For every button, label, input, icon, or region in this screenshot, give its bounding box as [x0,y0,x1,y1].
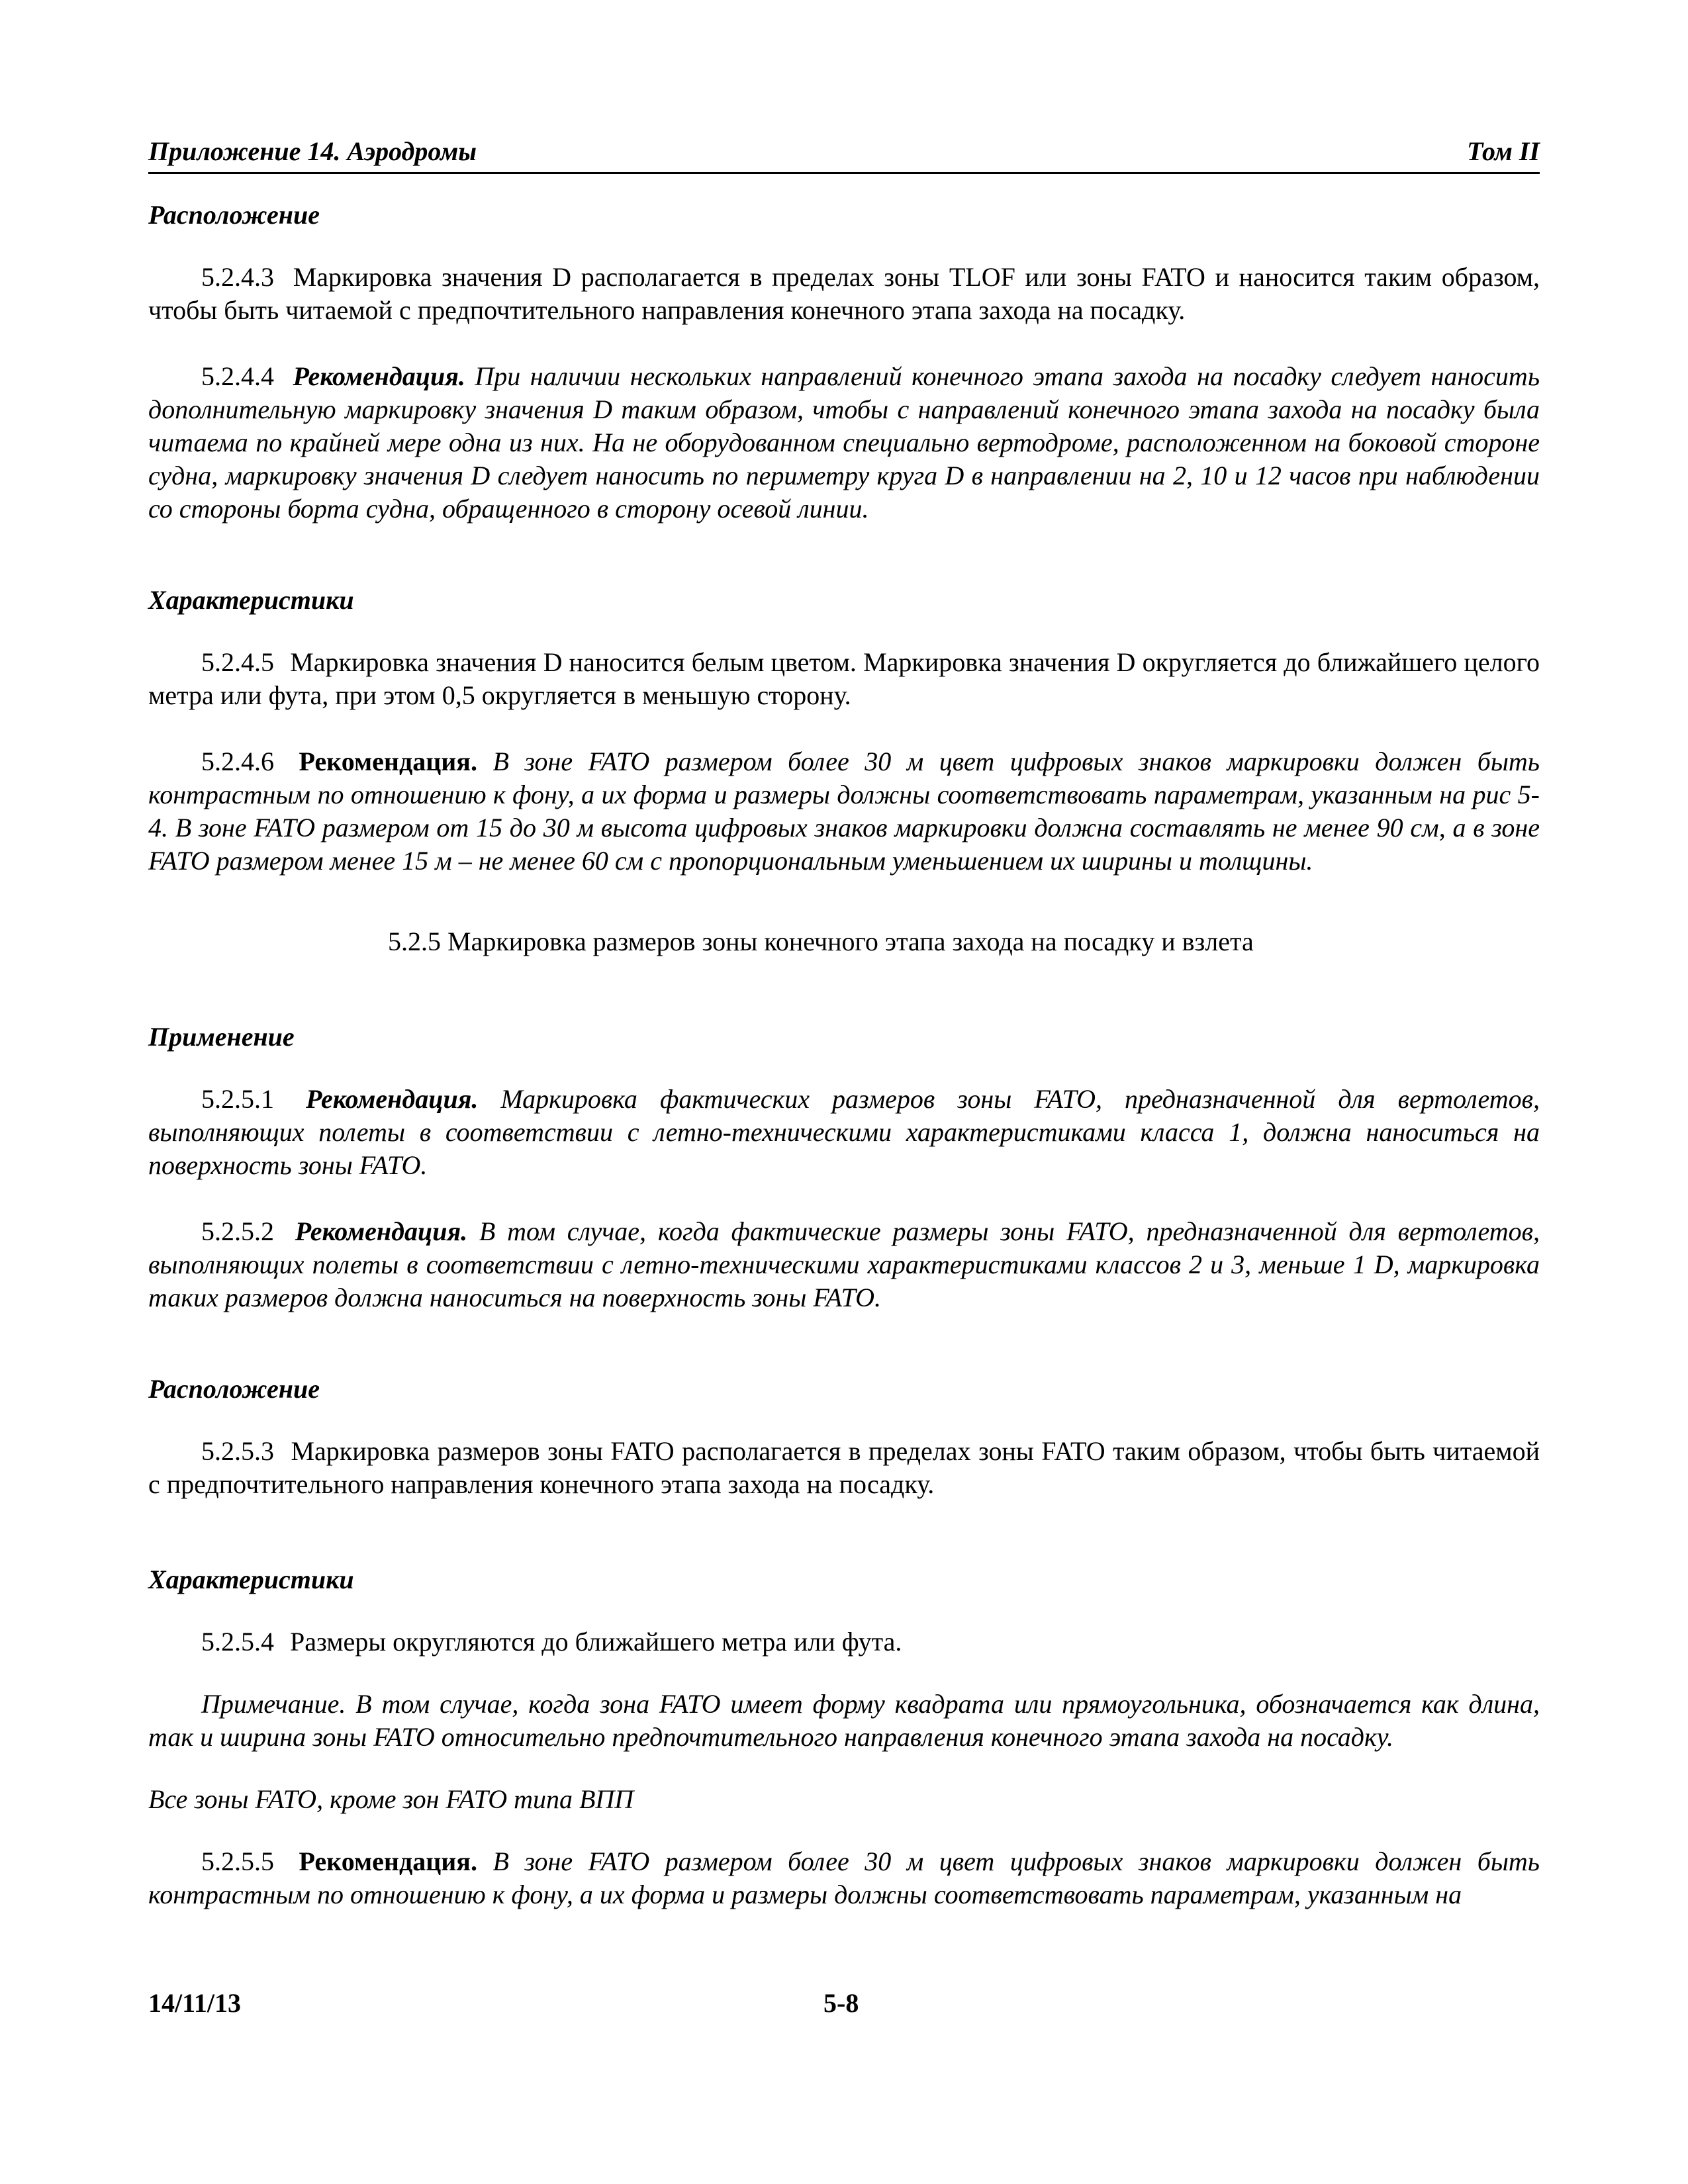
header-volume: Том II [1467,136,1540,166]
paragraph-number: 5.2.4.4 [201,361,274,391]
paragraph-number: 5.2.4.3 [201,262,274,292]
section-title-5-2-5: 5.2.5 Маркировка размеров зоны конечного этапа захода на посадку и взлета [388,927,1254,956]
recommendation-label: Рекомендация. [306,1084,479,1114]
page-number: 5-8 [823,1988,859,2018]
page-header [148,132,1540,174]
subheading-location-2: Расположение [148,1374,320,1404]
paragraph-5-2-4-4 [148,360,1540,525]
paragraph-5-2-4-3 [148,261,1540,327]
paragraph-text: В том случае, когда фактические размеры зоны FATO, предназначенной для вертолетов, выполняющих полеты в соответствии с летно-техническими характеристиками классов 2 и 3, меньше 1 D, маркировка таких размеров должна наноситься на поверхность зоны FATO. [148,1216,1540,1312]
paragraph-number: 5.2.5.1 [201,1084,274,1114]
recommendation-label: Рекомендация. [299,1846,477,1876]
paragraph-number: 5.2.5.2 [201,1216,274,1246]
paragraph-5-2-4-5 [148,646,1540,712]
recommendation-label: Рекомендация. [299,747,477,776]
subheading-application: Применение [148,1022,295,1052]
subheading-characteristics: Характеристики [148,585,354,615]
paragraph-5-2-4-6 [148,745,1540,878]
paragraph-number: 5.2.5.3 [201,1436,274,1466]
paragraph-5-2-5-2 [148,1215,1540,1314]
recommendation-label: Рекомендация. [293,361,465,391]
recommendation-label: Рекомендация. [295,1216,468,1246]
note-paragraph: Примечание. В том случае, когда зона FATO имеет форму квадрата или прямоугольника, обозначается как длина, так и ширина зоны FATO относительно предпочтительного направления конечного этапа захода на посадку. [148,1689,1540,1752]
paragraph-text: Маркировка размеров зоны FATO располагается в пределах зоны FATO таким образом, чтобы быть читаемой с предпочтительного направления конечного этапа захода на посадку. [148,1436,1540,1499]
paragraph-number: 5.2.5.5 [201,1846,274,1876]
paragraph-text: Размеры округляются до ближайшего метра или фута. [290,1627,902,1657]
footer-date: 14/11/13 [148,1988,242,2018]
paragraph-text: При наличии нескольких направлений конечного этапа захода на посадку следует наносить дополнительную маркировку значения D таким образом, чтобы с направлений конечного этапа захода на посадку была читаема по крайней мере одна из них. На не оборудованном специально вертодроме, расположенном на боковой стороне судна, маркировку значения D следует наносить по периметру круга D в направлении на 2, 10 и 12 часов при наблюдении со стороны борта судна, обращенного в сторону осевой линии. [148,361,1540,523]
paragraph-number: 5.2.4.6 [201,747,274,776]
document-body [148,199,1540,1911]
paragraph-text: В зоне FATO размером более 30 м цвет цифровых знаков маркировки должен быть контрастным по отношению к фону, а их форма и размеры должны соответствовать параметрам, указанным на [148,1846,1540,1909]
paragraph-text: Маркировка значения D наносится белым цветом. Маркировка значения D округляется до ближайшего целого метра или фута, при этом 0,5 округляется в меньшую сторону. [148,647,1540,710]
subheading-location: Расположение [148,200,320,230]
paragraph-5-2-5-1 [148,1083,1540,1182]
subheading-characteristics-2: Характеристики [148,1565,354,1594]
paragraph-number: 5.2.5.4 [201,1627,274,1657]
paragraph-5-2-5-4 [148,1625,1540,1659]
paragraph-5-2-5-5 [148,1845,1540,1911]
paragraph-5-2-5-3 [148,1435,1540,1501]
paragraph-text: Маркировка фактических размеров зоны FATO, предназначенной для вертолетов, выполняющих полеты в соответствии с летно-техническими характеристиками класса 1, должна наноситься на поверхность зоны FATO. [148,1084,1540,1180]
all-fato-zones-heading: Все зоны FATO, кроме зон FATO типа ВПП [148,1784,634,1814]
paragraph-number: 5.2.4.5 [201,647,274,677]
paragraph-text: Маркировка значения D располагается в пределах зоны TLOF или зоны FATO и наносится таким образом, чтобы быть читаемой с предпочтительного направления конечного этапа захода на посадку. [148,262,1540,325]
header-title: Приложение 14. Аэродромы [148,136,477,166]
paragraph-text: В зоне FATO размером более 30 м цвет цифровых знаков маркировки должен быть контрастным по отношению к фону, а их форма и размеры должны соответствовать параметрам, указанным на рис 5-4. В зоне FATO размером от 15 до 30 м высота цифровых знаков маркировки должна составлять не менее 90 см, а в зоне FATO размером менее 15 м – не менее 60 см с пропорциональным уменьшением их ширины и толщины. [148,747,1540,876]
page-footer [148,1987,1540,2021]
